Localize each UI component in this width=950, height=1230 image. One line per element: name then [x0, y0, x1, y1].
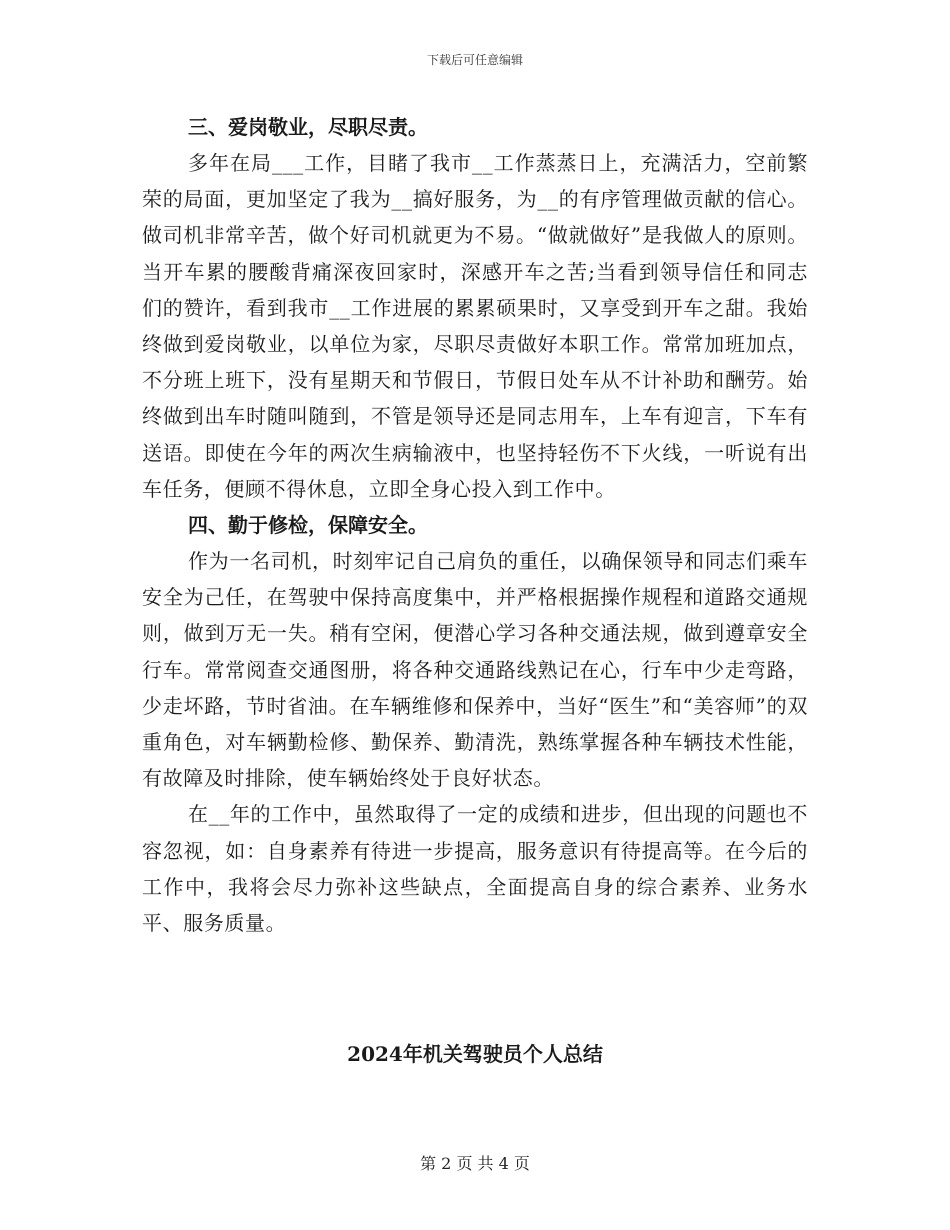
- page-header-note: 下载后可任意编辑: [426, 53, 523, 67]
- section-heading: 四、勤于修检，保障安全。: [188, 513, 428, 538]
- section-heading: 三、爱岗敬业，尽职尽责。: [188, 115, 428, 139]
- body-paragraph: 多年在局___工作，目睹了我市__工作蒸蒸日上，充满活力，空前繁荣的局面，更加坚定了我为__搞好服务，为__的有序管理做贡献的信心。做司机非常辛苦，做个好司机就更为不易。“做就做好”是我做人的原则。当开车累的腰酸背痛深夜回家时，深感开车之苦;当看到领导信任和同志们的赞许，看到我市__工作进展的累累硕果时，又享受到开车之甜。我始终做到爱岗敬业，以单位为家，尽职尽责做好本职工作。常常加班加点，不分班上班下，没有星期天和节假日，节假日处车从不计补助和酬劳。始终做到出车时随叫随到，不管是领导还是同志用车，上车有迎言，下车有送语。即使在今年的两次生病输液中，也坚持轻伤不下火线，一听说有出车任务，便顾不得休息，立即全身心投入到工作中。: [142, 151, 808, 501]
- page-number: 第 2 页 共 4 页: [420, 1154, 530, 1173]
- body-paragraph: 在__年的工作中，虽然取得了一定的成绩和进步，但出现的问题也不容忽视，如：自身素养有待进一步提高，服务意识有待提高等。在今后的工作中，我将会尽力弥补这些缺点，全面提高自身的综合素养、业务水平、服务质量。: [142, 802, 808, 936]
- body-paragraph: 作为一名司机，时刻牢记自己肩负的重任，以确保领导和同志们乘车安全为己任，在驾驶中保持高度集中，并严格根据操作规程和道路交通规则，做到万无一失。稍有空闲，便潜心学习各种交通法规，做到遵章安全行车。常常阅查交通图册，将各种交通路线熟记在心，行车中少走弯路，少走坏路，节时省油。在车辆维修和保养中，当好“医生”和“美容师”的双重角色，对车辆勤检修、勤保养、勤清洗，熟练掌握各种车辆技术性能，有故障及时排除，使车辆始终处于良好状态。: [142, 549, 808, 791]
- next-document-title: 2024年机关驾驶员个人总结: [347, 1042, 603, 1066]
- document-body: [142, 109, 808, 941]
